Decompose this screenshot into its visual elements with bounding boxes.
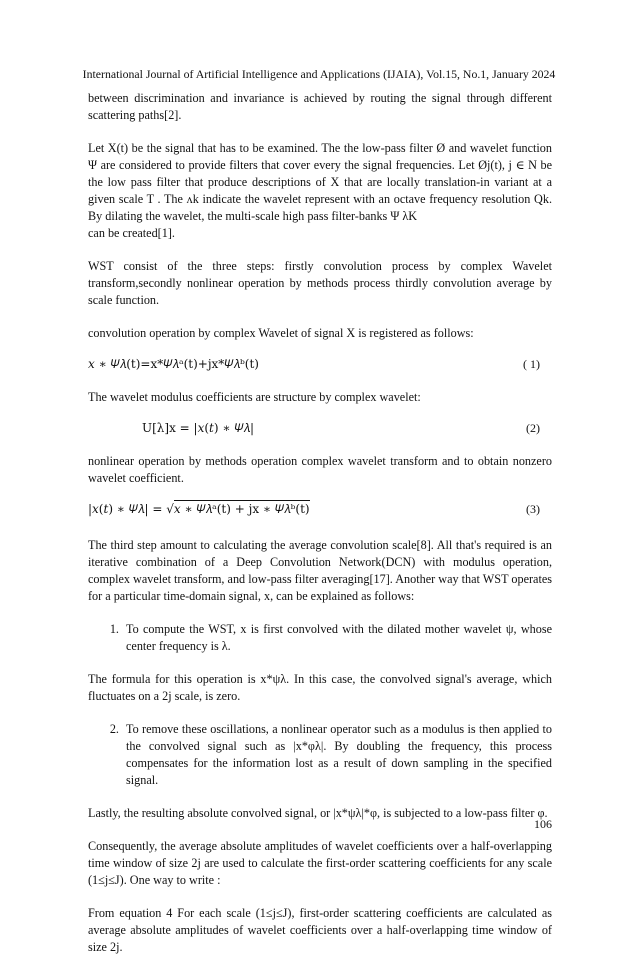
paragraph: The third step amount to calculating the average convolution scale[8]. All that's required is an iterative combination of a Deep Convolution Network(DCN) with modulus operation, complex wavelet transform, and low-pass filter averaging[17]. Another way that WST operates for a particular time-domain signal, x, can be explained as follows: xyxy=(88,538,552,603)
equation-2 xyxy=(88,420,552,439)
journal-header: International Journal of Artificial Intelligence and Applications (IJAIA), Vol.15, No.1, January 2024 xyxy=(82,67,556,81)
body-text xyxy=(88,90,552,972)
numbered-list xyxy=(88,721,552,789)
list-item: 2. To remove these oscillations, a nonlinear operator such as a modulus is then applied to the convolved signal such as |x*φλ|. By doubling the frequency, this process compensates for the information lost as a result of down sampling in the specified signal. xyxy=(122,721,552,789)
paragraph: between discrimination and invariance is achieved by routing the signal through different scattering paths[2]. xyxy=(88,91,552,122)
paragraph: nonlinear operation by methods operation complex wavelet transform and to obtain nonzero wavelet coefficient. xyxy=(88,454,552,485)
equation-3-expression xyxy=(88,501,310,518)
equation-3-left: |𝑥(𝑡) ∗ 𝛹𝜆| = xyxy=(88,502,167,516)
paragraph: Let X(t) be the signal that has to be examined. The the low-pass filter Ø and wavelet function Ψ are considered to provide filters that cover every the signal frequencies. Let Øj(t), j ∈ N be the low pass filter that produce descriptions of X that are locally translation-in variant at a given scale T . The ʌk indicate the wavelet represent with an octave frequency resolution Qk. By dilating the wavelet, the multi-scale high pass filter-banks Ψ λK xyxy=(88,141,552,223)
paragraph: Lastly, the resulting absolute convolved signal, or |x*ψλ|*φ, is subjected to a low-pass filter φ. xyxy=(88,806,548,820)
equation-1 xyxy=(88,356,552,375)
paragraph: The formula for this operation is x*ψλ. In this case, the convolved signal's average, which fluctuates on a 2j scale, is zero. xyxy=(88,672,552,703)
equation-1-expression: 𝑥 ∗ 𝛹𝜆(t)=x*𝛹𝜆ᵃ(t)+jx*𝛹𝜆ᵇ(t) xyxy=(88,357,259,371)
paragraph: From equation 4 For each scale (1≤j≤J), first-order scattering coefficients are calculated as average absolute amplitudes of wavelet coefficients over a half-overlapping time window of size 2j. xyxy=(88,906,552,954)
list-item: 1. To compute the WST, x is first convolved with the dilated mother wavelet ψ, whose center frequency is λ. xyxy=(122,621,552,655)
equation-3 xyxy=(88,501,552,523)
numbered-list xyxy=(88,621,552,655)
sqrt-symbol: √ xyxy=(166,502,174,516)
paragraph: can be created[1]. xyxy=(88,226,175,240)
paragraph: WST consist of the three steps: firstly convolution process by complex Wavelet transform,secondly nonlinear operation by methods process thirdly convolution average by scale function. xyxy=(88,259,552,307)
equation-1-number: ( 1) xyxy=(523,357,540,371)
equation-3-number: (3) xyxy=(526,502,540,516)
equation-2-expression: U[λ]x = |𝑥(𝑡) ∗ 𝛹𝜆| xyxy=(142,421,255,435)
equation-3-radicand: 𝑥 ∗ 𝛹𝜆ᵃ(t) + jx ∗ 𝛹𝜆ᵇ(t) xyxy=(173,502,310,516)
equation-2-number: (2) xyxy=(526,421,540,435)
paragraph: The wavelet modulus coefficients are structure by complex wavelet: xyxy=(88,390,421,404)
paragraph: convolution operation by complex Wavelet of signal X is registered as follows: xyxy=(88,326,474,340)
paragraph: Consequently, the average absolute amplitudes of wavelet coefficients over a half-overlapping time window of size 2j are used to calculate the first-order scattering coefficients for any scale (1≤j≤J). One way to write : xyxy=(88,839,552,887)
page-number: 106 xyxy=(534,817,552,831)
